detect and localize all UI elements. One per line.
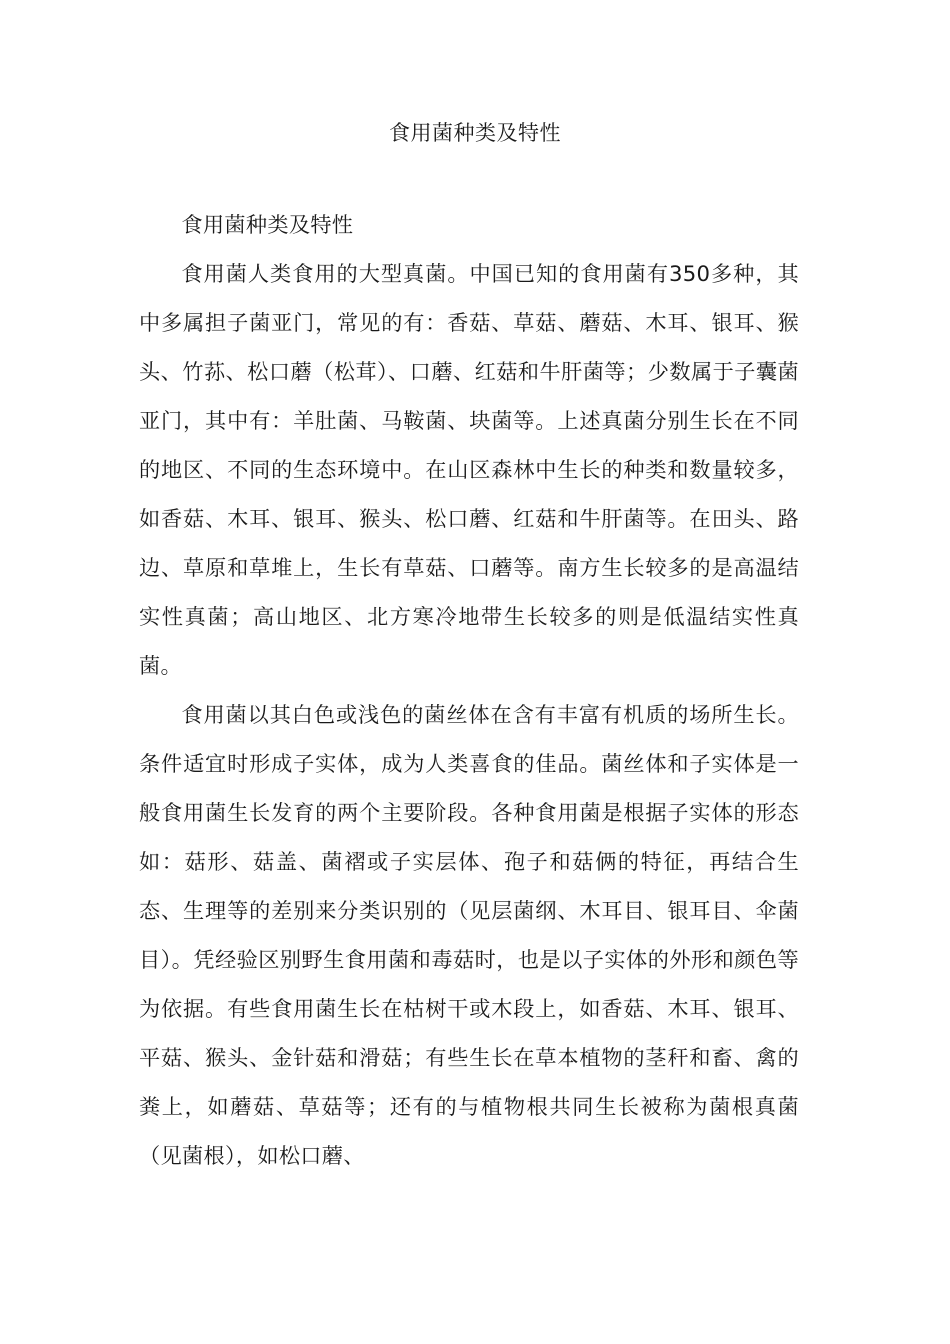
document-title: 食用菌种类及特性 (389, 121, 561, 145)
section-heading: 食用菌种类及特性 (181, 212, 354, 237)
paragraph-growth: 食用菌以其白色或浅色的菌丝体在含有丰富有机质的场所生长。条件适宜时形成子实体，成为人类喜食的佳品。菌丝体和子实体是一般食用菌生长发育的两个主要阶段。各种食用菌是根据子实体的形态如：菇形、菇盖、菌褶或子实层体、孢子和菇俩的特征，再结合生态、生理等的差别来分类识别的（见层菌纲、木耳目、银耳目、伞菌目）。凭经验区别野生食用菌和毒菇时，也是以子实体的外形和颜色等为依据。有些食用菌生长在枯树干或木段上，如香菇、木耳、银耳、平菇、猴头、金针菇和滑菇；有些生长在草本植物的茎秆和畜、禽的粪上，如蘑菇、草菇等；还有的与植物根共同生长被称为菌根真菌（见菌根），如松口蘑、 (139, 702, 799, 1168)
paragraph-intro: 食用菌人类食用的大型真菌。中国已知的食用菌有350多种，其中多属担子菌亚门，常见的有：香菇、草菇、蘑菇、木耳、银耳、猴头、竹荪、松口蘑（松茸）、口蘑、红菇和牛肝菌等；少数属于子囊菌亚门，其中有：羊肚菌、马鞍菌、块菌等。上述真菌分别生长在不同的地区、不同的生态环境中。在山区森林中生长的种类和数量较多，如香菇、木耳、银耳、猴头、松口蘑、红菇和牛肝菌等。在田头、路边、草原和草堆上，生长有草菇、口蘑等。南方生长较多的是高温结实性真菌；高山地区、北方寒冷地带生长较多的则是低温结实性真菌。 (139, 261, 799, 678)
document-body (139, 200, 799, 1180)
